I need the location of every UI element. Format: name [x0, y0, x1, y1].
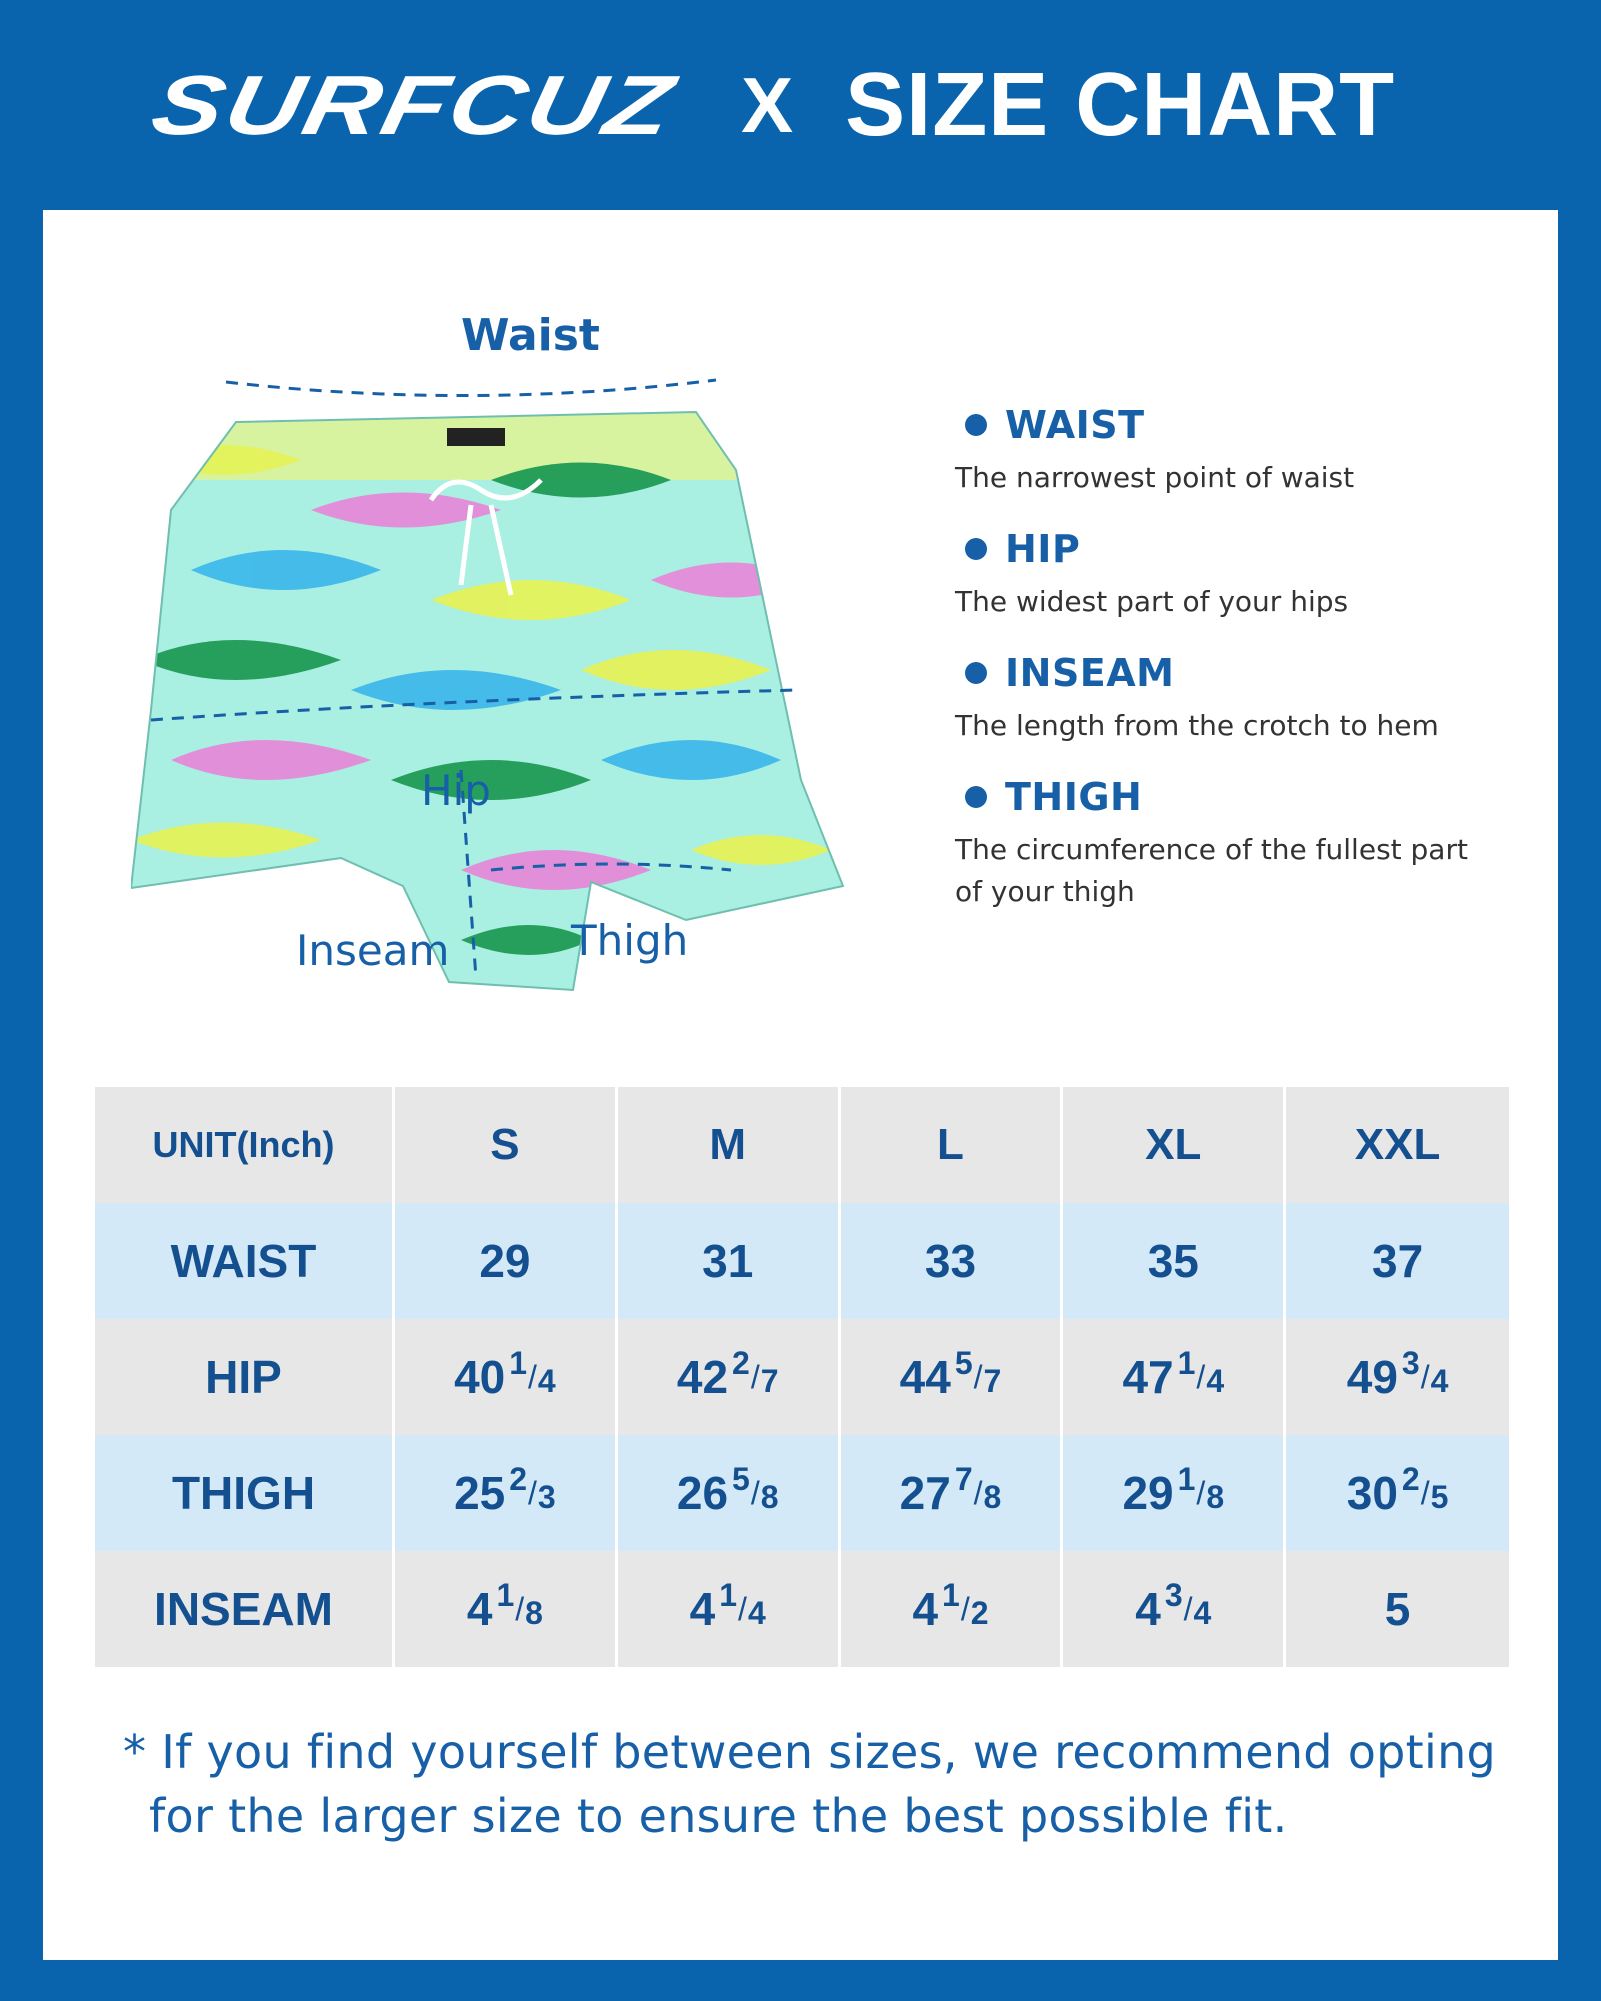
header-separator: X: [741, 60, 794, 149]
fraction-denominator: 8: [760, 1478, 779, 1515]
row-label: INSEAM: [95, 1551, 395, 1667]
thigh-measure-label: Thigh: [571, 916, 689, 965]
value-fraction: [1177, 1460, 1225, 1515]
value-whole: 4: [466, 1583, 493, 1635]
value-whole: 5: [1384, 1583, 1411, 1635]
fraction-slash: /: [960, 1590, 970, 1627]
header-banner: [0, 0, 1601, 210]
value-whole: 31: [702, 1235, 754, 1287]
value-whole: 29: [479, 1235, 531, 1287]
value-fraction: [509, 1460, 556, 1515]
table-row: [95, 1203, 1509, 1319]
measurement-cell: [1286, 1203, 1509, 1319]
value-fraction: [1164, 1576, 1212, 1631]
fraction-slash: /: [1420, 1358, 1430, 1395]
note-line: for the larger size to ensure the best possible fit.: [149, 1789, 1288, 1843]
page-title: SIZE CHART: [845, 54, 1396, 155]
fraction-slash: /: [750, 1358, 760, 1395]
fraction-numerator: 2: [1401, 1460, 1420, 1497]
value-whole: 25: [454, 1467, 506, 1519]
value-fraction: [732, 1344, 779, 1399]
measurement-cell: [618, 1435, 841, 1551]
value-whole: 27: [899, 1467, 951, 1519]
fraction-numerator: 2: [509, 1460, 528, 1497]
measurement-cell: [1286, 1551, 1509, 1667]
measurement-cell: [395, 1435, 618, 1551]
fraction-denominator: 4: [1430, 1362, 1449, 1399]
table-row: [95, 1435, 1509, 1551]
size-header: S: [395, 1087, 618, 1203]
hip-measure-label: Hip: [421, 766, 491, 815]
measurement-cell: [841, 1435, 1064, 1551]
measurement-cell: [841, 1551, 1064, 1667]
fraction-slash: /: [1196, 1358, 1206, 1395]
size-table: [95, 1087, 1509, 1667]
value-fraction: [496, 1576, 543, 1631]
fraction-denominator: 8: [525, 1594, 543, 1631]
bullet-icon: [965, 786, 987, 808]
value-whole: 4: [689, 1583, 716, 1635]
definition-term: INSEAM: [1005, 651, 1175, 695]
measurement-cell: [395, 1551, 618, 1667]
fraction-numerator: 1: [1177, 1344, 1196, 1381]
bullet-icon: [965, 414, 987, 436]
content-panel: [43, 210, 1558, 1960]
brand-logo: SURFCUZ: [144, 57, 684, 152]
measurement-cell: [1286, 1319, 1509, 1435]
measurement-cell: [618, 1319, 841, 1435]
measurement-cell: [1063, 1319, 1286, 1435]
fraction-slash: /: [973, 1474, 983, 1511]
value-whole: 49: [1346, 1351, 1398, 1403]
measurement-cell: [1063, 1435, 1286, 1551]
definition-text: The widest part of your hips: [955, 585, 1349, 618]
value-whole: 42: [676, 1351, 729, 1403]
definition-text: The narrowest point of waist: [955, 461, 1355, 494]
definition-term: THIGH: [1005, 775, 1143, 819]
unit-label: UNIT(Inch): [95, 1087, 395, 1203]
fraction-numerator: 1: [719, 1576, 738, 1613]
fraction-slash: /: [528, 1474, 537, 1511]
fraction-denominator: 8: [983, 1478, 1002, 1515]
fraction-denominator: 4: [1193, 1594, 1212, 1631]
fraction-slash: /: [738, 1590, 747, 1627]
value-whole: 47: [1122, 1351, 1174, 1403]
definition-inseam: [955, 651, 1515, 747]
size-header: L: [841, 1087, 1064, 1203]
definition-waist: [955, 403, 1515, 499]
measurement-cell: [618, 1203, 841, 1319]
row-label: THIGH: [95, 1435, 395, 1551]
measurement-cell: [1063, 1203, 1286, 1319]
measurement-definitions: [955, 403, 1515, 941]
table-header-row: [95, 1087, 1509, 1203]
definition-term: HIP: [1005, 527, 1081, 571]
value-whole: 26: [676, 1467, 729, 1519]
fraction-slash: /: [973, 1358, 983, 1395]
measurement-cell: [841, 1319, 1064, 1435]
value-fraction: [1177, 1344, 1225, 1399]
definition-thigh: [955, 775, 1515, 913]
definition-text: The circumference of the fullest part: [955, 833, 1468, 866]
measurement-cell: [1063, 1551, 1286, 1667]
fraction-denominator: 7: [760, 1362, 779, 1399]
value-whole: 4: [1135, 1583, 1161, 1635]
value-fraction: [942, 1576, 989, 1631]
value-whole: 35: [1147, 1235, 1199, 1287]
value-fraction: [719, 1576, 766, 1631]
fraction-numerator: 5: [732, 1460, 750, 1497]
fraction-denominator: 5: [1430, 1478, 1449, 1515]
fraction-denominator: 4: [1206, 1362, 1225, 1399]
fraction-slash: /: [1196, 1474, 1206, 1511]
value-whole: 4: [912, 1583, 939, 1635]
definition-text: The length from the crotch to hem: [955, 709, 1439, 742]
fraction-denominator: 8: [1206, 1478, 1225, 1515]
value-fraction: [509, 1344, 556, 1399]
size-header: XXL: [1286, 1087, 1509, 1203]
value-whole: 30: [1346, 1467, 1398, 1519]
row-label: HIP: [95, 1319, 395, 1435]
table-row: [95, 1551, 1509, 1667]
fraction-numerator: 3: [1401, 1344, 1420, 1381]
definition-text: of your thigh: [955, 875, 1135, 908]
shorts-graphic: [131, 310, 911, 1010]
fraction-numerator: 1: [942, 1576, 960, 1613]
note-line: * If you find yourself between sizes, we recommend opting: [123, 1725, 1497, 1779]
value-whole: 33: [924, 1235, 977, 1287]
fraction-numerator: 2: [732, 1344, 750, 1381]
value-whole: 44: [899, 1351, 951, 1403]
table-row: [95, 1319, 1509, 1435]
measurement-cell: [395, 1319, 618, 1435]
value-whole: 40: [454, 1351, 506, 1403]
fraction-slash: /: [750, 1474, 760, 1511]
size-header: XL: [1063, 1087, 1286, 1203]
fraction-denominator: 3: [537, 1478, 556, 1515]
value-fraction: [954, 1344, 1002, 1399]
row-label: WAIST: [95, 1203, 395, 1319]
fraction-slash: /: [1183, 1590, 1193, 1627]
waist-measure-label: Waist: [461, 310, 600, 361]
value-fraction: [732, 1460, 779, 1515]
value-fraction: [1401, 1344, 1449, 1399]
fraction-numerator: 5: [954, 1344, 973, 1381]
measurement-cell: [1286, 1435, 1509, 1551]
fraction-slash: /: [515, 1590, 525, 1627]
value-fraction: [1401, 1460, 1449, 1515]
fraction-denominator: 4: [747, 1594, 766, 1631]
measurement-cell: [618, 1551, 841, 1667]
value-whole: 37: [1372, 1235, 1424, 1287]
definition-term: WAIST: [1005, 403, 1145, 447]
fraction-slash: /: [528, 1358, 537, 1395]
fraction-numerator: 1: [496, 1576, 515, 1613]
bullet-icon: [965, 662, 987, 684]
measurement-cell: [841, 1203, 1064, 1319]
sizing-note: [123, 1720, 1503, 1848]
fraction-denominator: 4: [537, 1362, 556, 1399]
inseam-measure-label: Inseam: [296, 926, 450, 975]
fraction-numerator: 1: [1177, 1460, 1196, 1497]
definition-hip: [955, 527, 1515, 623]
shorts-illustration: [131, 310, 911, 1010]
measurement-cell: [395, 1203, 618, 1319]
size-header: M: [618, 1087, 841, 1203]
fraction-denominator: 2: [970, 1594, 989, 1631]
bullet-icon: [965, 538, 987, 560]
fraction-numerator: 3: [1164, 1576, 1183, 1613]
fraction-slash: /: [1420, 1474, 1430, 1511]
value-fraction: [954, 1460, 1002, 1515]
fraction-numerator: 1: [509, 1344, 528, 1381]
fraction-denominator: 7: [983, 1362, 1002, 1399]
value-whole: 29: [1122, 1467, 1174, 1519]
fraction-numerator: 7: [954, 1460, 973, 1497]
